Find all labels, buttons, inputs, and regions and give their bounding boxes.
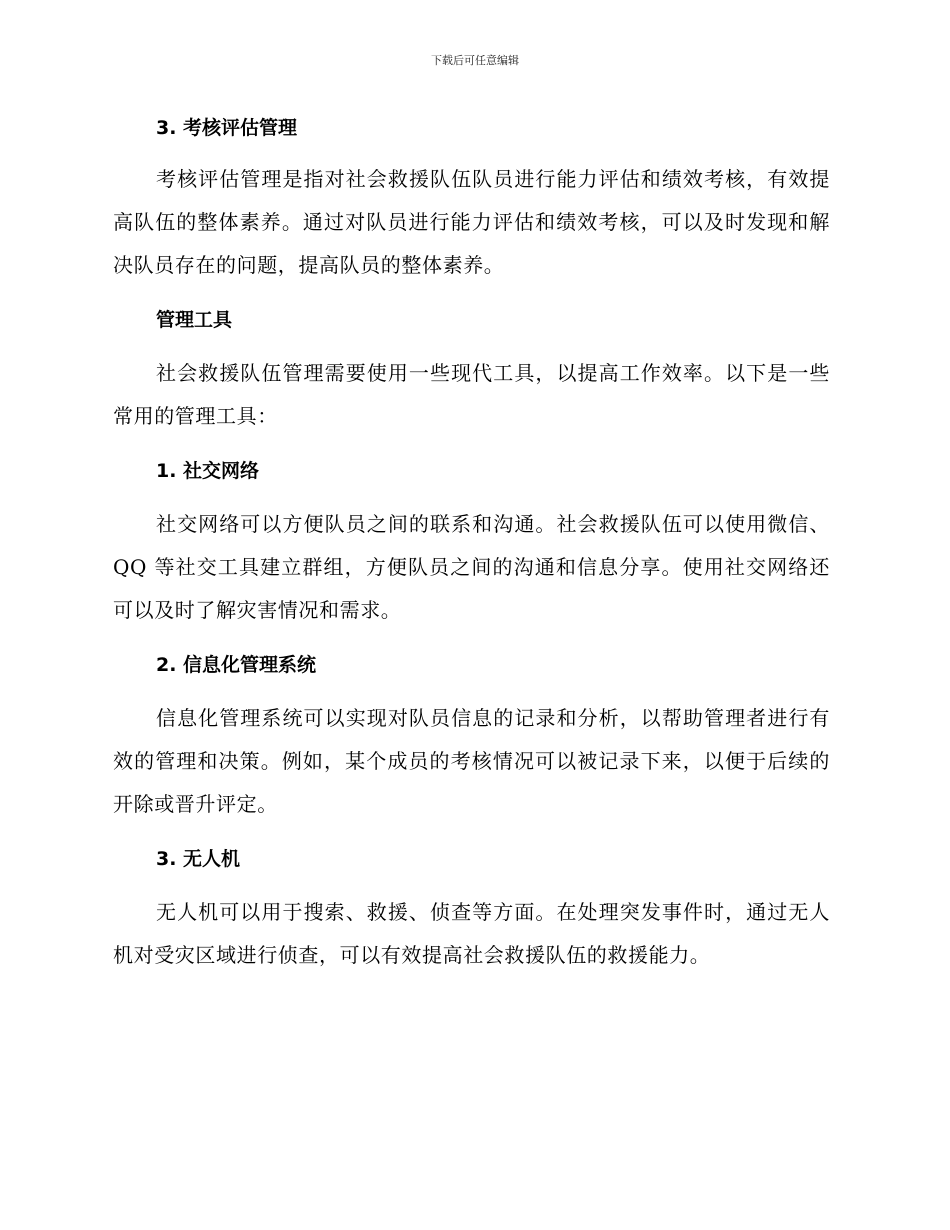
section-heading-drone: 3. 无人机 [156,848,241,870]
section-paragraph-management-tools: 社会救援队伍管理需要使用一些现代工具，以提高工作效率。以下是一些常用的管理工具： [113,361,830,428]
section-heading-information-system: 2. 信息化管理系统 [156,654,317,676]
section-paragraph-assessment: 考核评估管理是指对社会救援队伍队员进行能力评估和绩效考核，有效提高队伍的整体素养。通过对队员进行能力评估和绩效考核，可以及时发现和解决队员存在的问题，提高队员的整体素养。 [113,167,830,277]
section-paragraph-drone: 无人机可以用于搜索、救援、侦查等方面。在处理突发事件时，通过无人机对受灾区域进行侦查，可以有效提高社会救援队伍的救援能力。 [113,900,830,967]
page-header: 下载后可任意编辑 [431,54,519,67]
document-body [113,110,830,977]
section-heading-management-tools: 管理工具 [156,309,233,331]
section-heading-assessment: 3. 考核评估管理 [156,117,298,139]
section-paragraph-social-network: 社交网络可以方便队员之间的联系和沟通。社会救援队伍可以使用微信、QQ 等社交工具建立群组，方便队员之间的沟通和信息分享。使用社交网络还可以及时了解灾害情况和需求。 [113,512,830,622]
section-paragraph-information-system: 信息化管理系统可以实现对队员信息的记录和分析，以帮助管理者进行有效的管理和决策。例如，某个成员的考核情况可以被记录下来，以便于后续的开除或晋升评定。 [113,706,830,816]
section-heading-social-network: 1. 社交网络 [156,460,260,482]
